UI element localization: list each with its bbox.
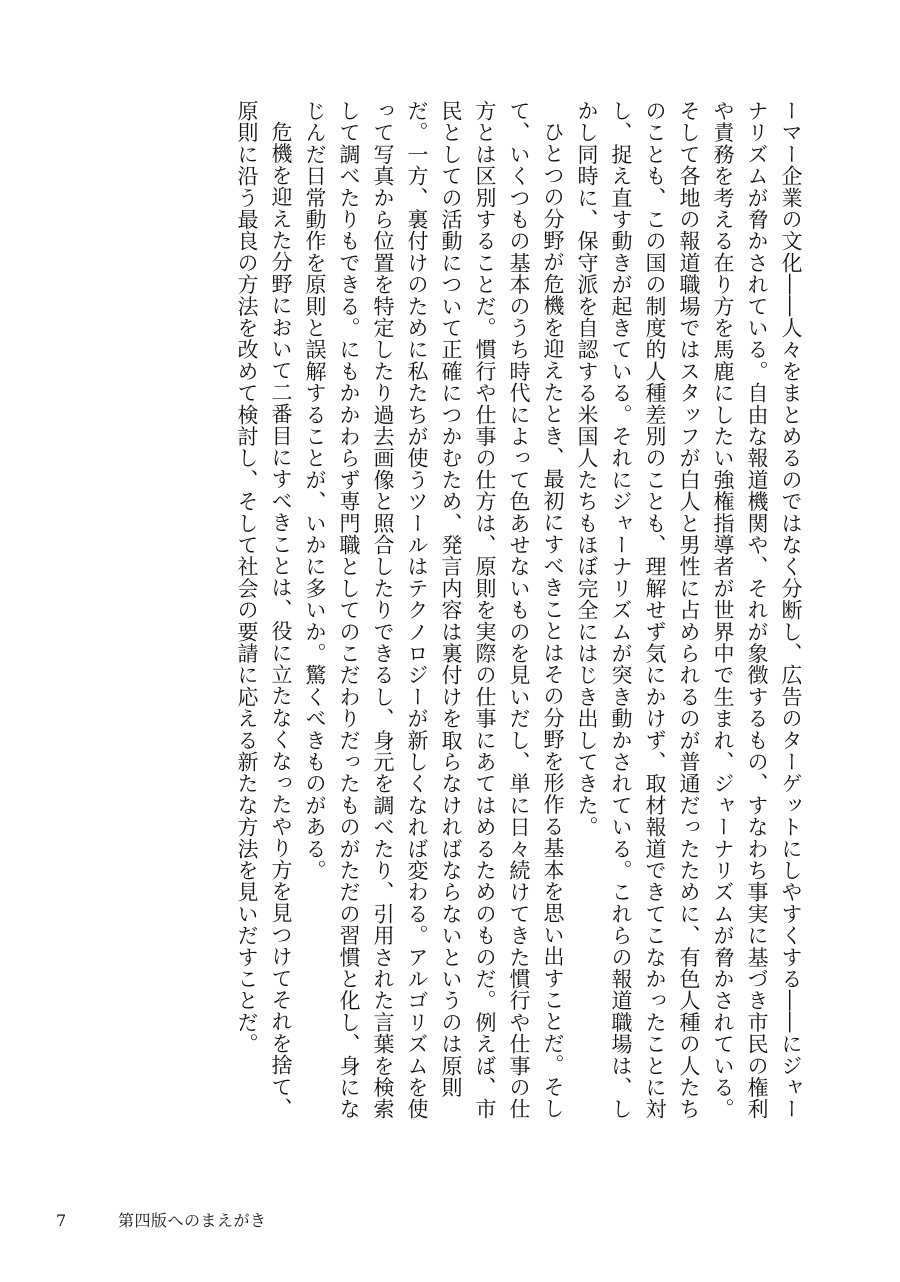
- paragraph-3: 危機を迎えた分野において二番目にすべきことは、役に立たなくなったやり方を見つけてそれを捨て、原則に沿う最良の方法を改めて検討し、そして社会の要請に応える新たな方法を見いだすことだ。: [235, 100, 293, 1120]
- running-head: 第四版へのまえがき: [118, 1211, 267, 1230]
- paragraph-2: ひとつの分野が危機を迎えたとき、最初にすべきことはその分野を形作る基本を思い出すことだ。そして、いくつもの基本のうち時代によって色あせないものを見いだし、単に日々続けてきた慣行や仕事の仕方とは区別することだ。慣行や仕事の仕方は、原則を実際の仕事にあてはめるためのものだ。例えば、市民としての活動について正確につかむため、発言内容は裏付けを取らなければならないというのは原則だ。一方、裏付けのために私たちが使うツールはテクノロジーが新しくなれば変わる。アルゴリズムを使って写真から位置を特定したり過去画像と照合したりできるし、身元を調べたり、引用された言葉を検索して調べたりもできる。にもかかわらず専門職としてのこだわりだったものがただの習慣と化し、身になじんだ日常動作を原則と誤解することが、いかに多いか。驚くべきものがある。: [303, 100, 565, 1120]
- page-number: 7: [56, 1211, 67, 1230]
- body-text: [98, 100, 808, 1140]
- paragraph-1: ーマー企業の文化――人々をまとめるのではなく分断し、広告のターゲットにしやすくする――にジャーナリズムが脅かされている。自由な報道機関や、それが象徴するもの、すなわち事実に基づき市民の権利や責務を考える在り方を馬鹿にしたい強権指導者が世界中で生まれ、ジャーナリズムが脅かされている。そして各地の報道職場ではスタッフが白人と男性に占められるのが普通だったために、有色人種の人たちのことも、この国の制度的人種差別のことも、理解せず気にかけず、取材報道できてこなかったことに対し、捉え直す動きが起きている。それにジャーナリズムが突き動かされている。これらの報道職場は、しかし同時に、保守派を自認する米国人たちもほぼ完全にはじき出してきた。: [575, 100, 803, 1120]
